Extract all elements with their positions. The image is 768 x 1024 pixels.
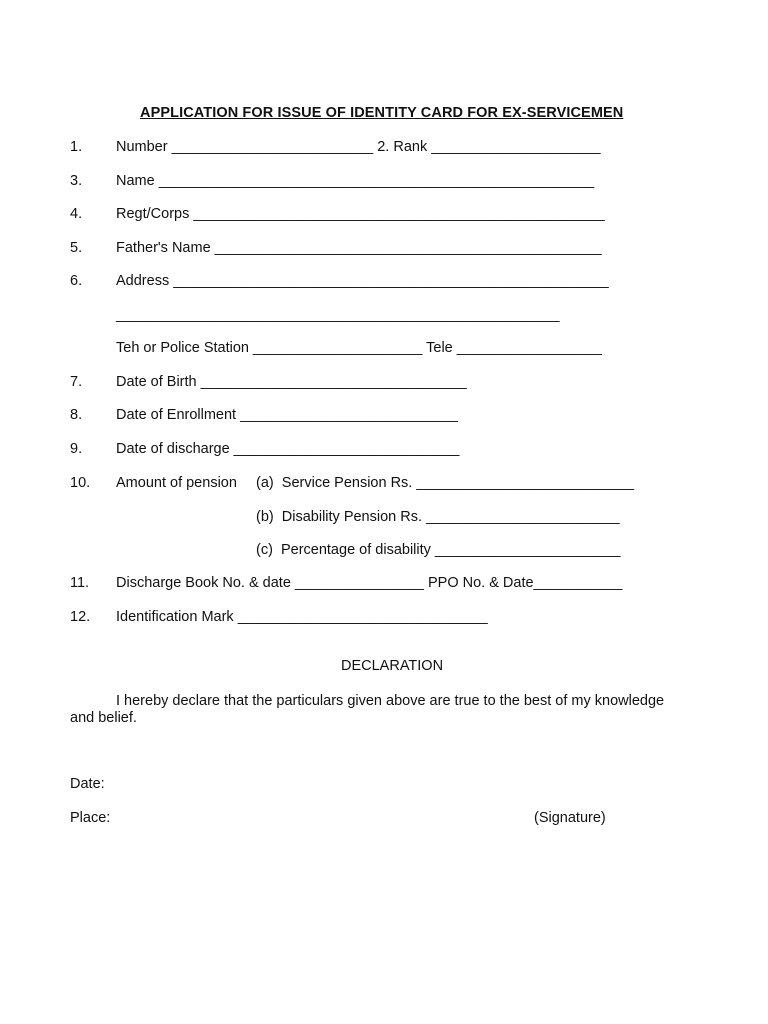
discharge-book-ppo-field: Discharge Book No. & date ________________ PPO No. & Date___________ xyxy=(116,575,623,591)
fathers-name-field: Father's Name ________________________________________________ xyxy=(116,240,602,256)
item-number-8: 8. xyxy=(70,407,83,423)
date-of-enrollment-field: Date of Enrollment ___________________________ xyxy=(116,407,458,423)
item-number-4: 4. xyxy=(70,206,83,222)
identification-mark-field: Identification Mark _______________________________ xyxy=(116,609,488,625)
form-title: APPLICATION FOR ISSUE OF IDENTITY CARD FOR EX-SERVICEMEN xyxy=(140,105,624,121)
date-of-birth-field: Date of Birth _________________________________ xyxy=(116,374,467,390)
item-number-10: 10. xyxy=(70,475,91,491)
service-pension-field: (a) Service Pension Rs. ___________________________ xyxy=(256,475,635,491)
number-rank-field: Number _________________________ 2. Rank _____________________ xyxy=(116,139,601,155)
item-number-9: 9. xyxy=(70,441,83,457)
amount-of-pension-label: Amount of pension xyxy=(116,475,237,491)
declaration-text-line-2: and belief. xyxy=(70,710,137,726)
date-of-discharge-field: Date of discharge ____________________________ xyxy=(116,441,460,457)
item-number-11: 11. xyxy=(70,575,90,591)
item-number-7: 7. xyxy=(70,374,83,390)
item-number-12: 12. xyxy=(70,609,91,625)
date-label: Date: xyxy=(70,776,105,792)
name-field: Name ______________________________________________________ xyxy=(116,173,595,189)
signature-label: (Signature) xyxy=(534,810,606,826)
disability-pension-field: (b) Disability Pension Rs. ________________________ xyxy=(256,509,620,525)
percentage-disability-field: (c) Percentage of disability _______________________ xyxy=(256,542,621,558)
police-station-tele-field: Teh or Police Station _____________________ Tele __________________ xyxy=(116,340,602,356)
item-number-3: 3. xyxy=(70,173,83,189)
item-number-5: 5. xyxy=(70,240,83,256)
item-number-1: 1. xyxy=(70,139,83,155)
item-number-6: 6. xyxy=(70,273,83,289)
address-field: Address ______________________________________________________ xyxy=(116,273,609,289)
declaration-text-line-1: I hereby declare that the particulars given above are true to the best of my knowledge xyxy=(116,693,665,709)
declaration-heading: DECLARATION xyxy=(341,658,444,674)
regt-corps-field: Regt/Corps ___________________________________________________ xyxy=(116,206,605,222)
place-label: Place: xyxy=(70,810,111,826)
address-line-2: _______________________________________________________ xyxy=(116,307,560,323)
